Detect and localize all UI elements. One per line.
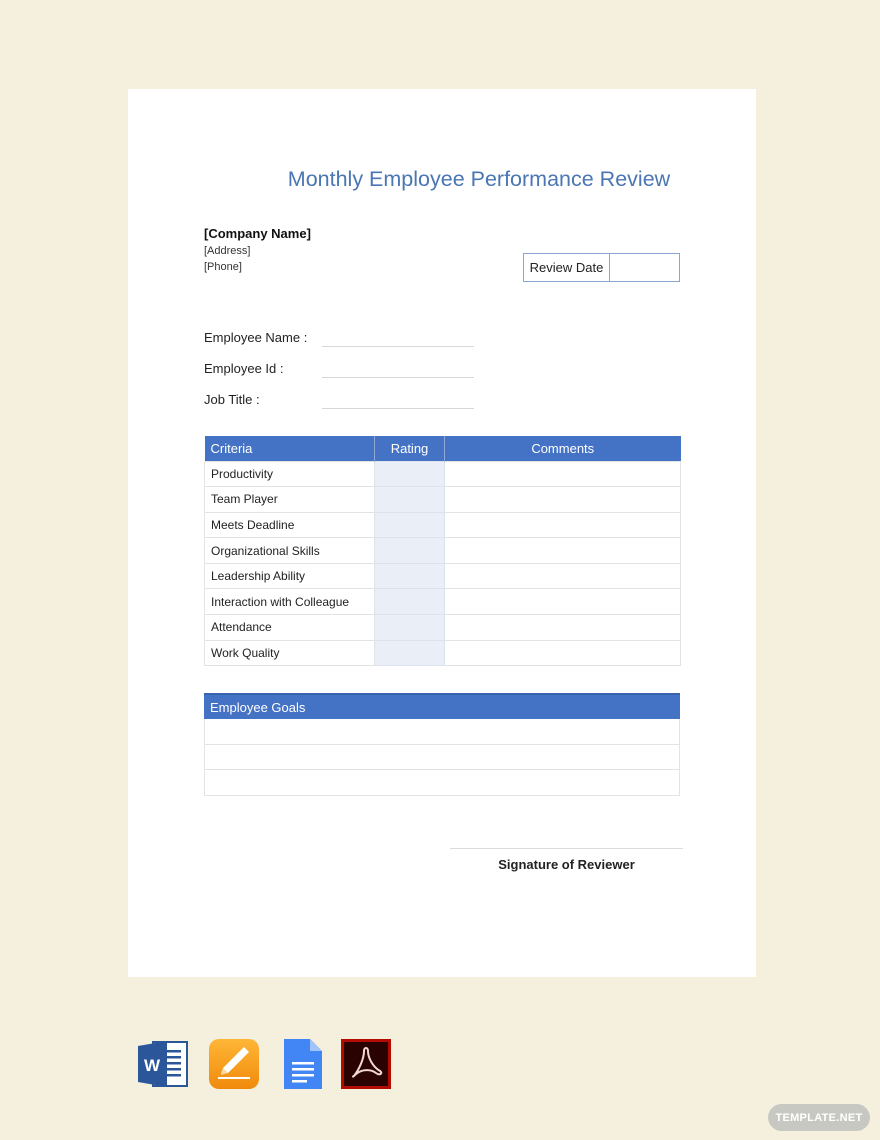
word-icon-letter: W (143, 1056, 161, 1075)
employee-goals-table (204, 693, 680, 796)
comments-cell[interactable] (445, 589, 681, 615)
criteria-cell: Interaction with Colleague (205, 589, 375, 615)
employee-name-label: Employee Name : (204, 330, 308, 345)
criteria-cell: Work Quality (205, 640, 375, 666)
rating-cell[interactable] (375, 487, 445, 513)
table-row (205, 512, 681, 538)
criteria-cell: Meets Deadline (205, 512, 375, 538)
word-icon[interactable] (137, 1038, 189, 1090)
criteria-cell: Productivity (205, 461, 375, 487)
criteria-cell: Organizational Skills (205, 538, 375, 564)
employee-goals-header: Employee Goals (204, 693, 680, 719)
comments-cell[interactable] (445, 615, 681, 641)
comments-cell[interactable] (445, 538, 681, 564)
criteria-cell: Leadership Ability (205, 563, 375, 589)
employee-id-field[interactable] (322, 377, 474, 378)
table-row (205, 615, 681, 641)
table-row (205, 640, 681, 666)
google-docs-icon[interactable] (278, 1038, 330, 1090)
goal-row[interactable] (204, 745, 680, 771)
comments-cell[interactable] (445, 563, 681, 589)
review-date-label: Review Date (524, 254, 610, 281)
comments-cell[interactable] (445, 461, 681, 487)
goal-row[interactable] (204, 719, 680, 745)
pages-icon[interactable] (208, 1038, 260, 1090)
review-date-field[interactable] (610, 254, 679, 281)
table-row (205, 461, 681, 487)
watermark-badge: TEMPLATE.NET (768, 1104, 870, 1131)
column-header-criteria: Criteria (205, 436, 375, 461)
rating-cell[interactable] (375, 461, 445, 487)
rating-cell[interactable] (375, 615, 445, 641)
rating-cell[interactable] (375, 512, 445, 538)
rating-cell[interactable] (375, 640, 445, 666)
job-title-field[interactable] (322, 408, 474, 409)
review-date-box (523, 253, 680, 282)
column-header-rating: Rating (375, 436, 445, 461)
table-header-row (205, 436, 681, 461)
comments-cell[interactable] (445, 512, 681, 538)
comments-cell[interactable] (445, 640, 681, 666)
table-row (205, 487, 681, 513)
table-row (205, 589, 681, 615)
company-name: [Company Name] (204, 226, 311, 241)
criteria-cell: Team Player (205, 487, 375, 513)
table-row (205, 538, 681, 564)
job-title-label: Job Title : (204, 392, 260, 407)
criteria-table (204, 436, 681, 666)
employee-id-label: Employee Id : (204, 361, 284, 376)
company-phone: [Phone] (204, 261, 242, 273)
table-row (205, 563, 681, 589)
document-title: Monthly Employee Performance Review (287, 167, 671, 191)
signature-line[interactable] (450, 848, 683, 849)
rating-cell[interactable] (375, 589, 445, 615)
employee-name-field[interactable] (322, 346, 474, 347)
comments-cell[interactable] (445, 487, 681, 513)
signature-label: Signature of Reviewer (498, 857, 635, 872)
rating-cell[interactable] (375, 563, 445, 589)
column-header-comments: Comments (445, 436, 681, 461)
document-page (128, 89, 756, 977)
criteria-cell: Attendance (205, 615, 375, 641)
pdf-icon[interactable] (340, 1038, 392, 1090)
goal-row[interactable] (204, 770, 680, 796)
company-address: [Address] (204, 245, 251, 257)
rating-cell[interactable] (375, 538, 445, 564)
